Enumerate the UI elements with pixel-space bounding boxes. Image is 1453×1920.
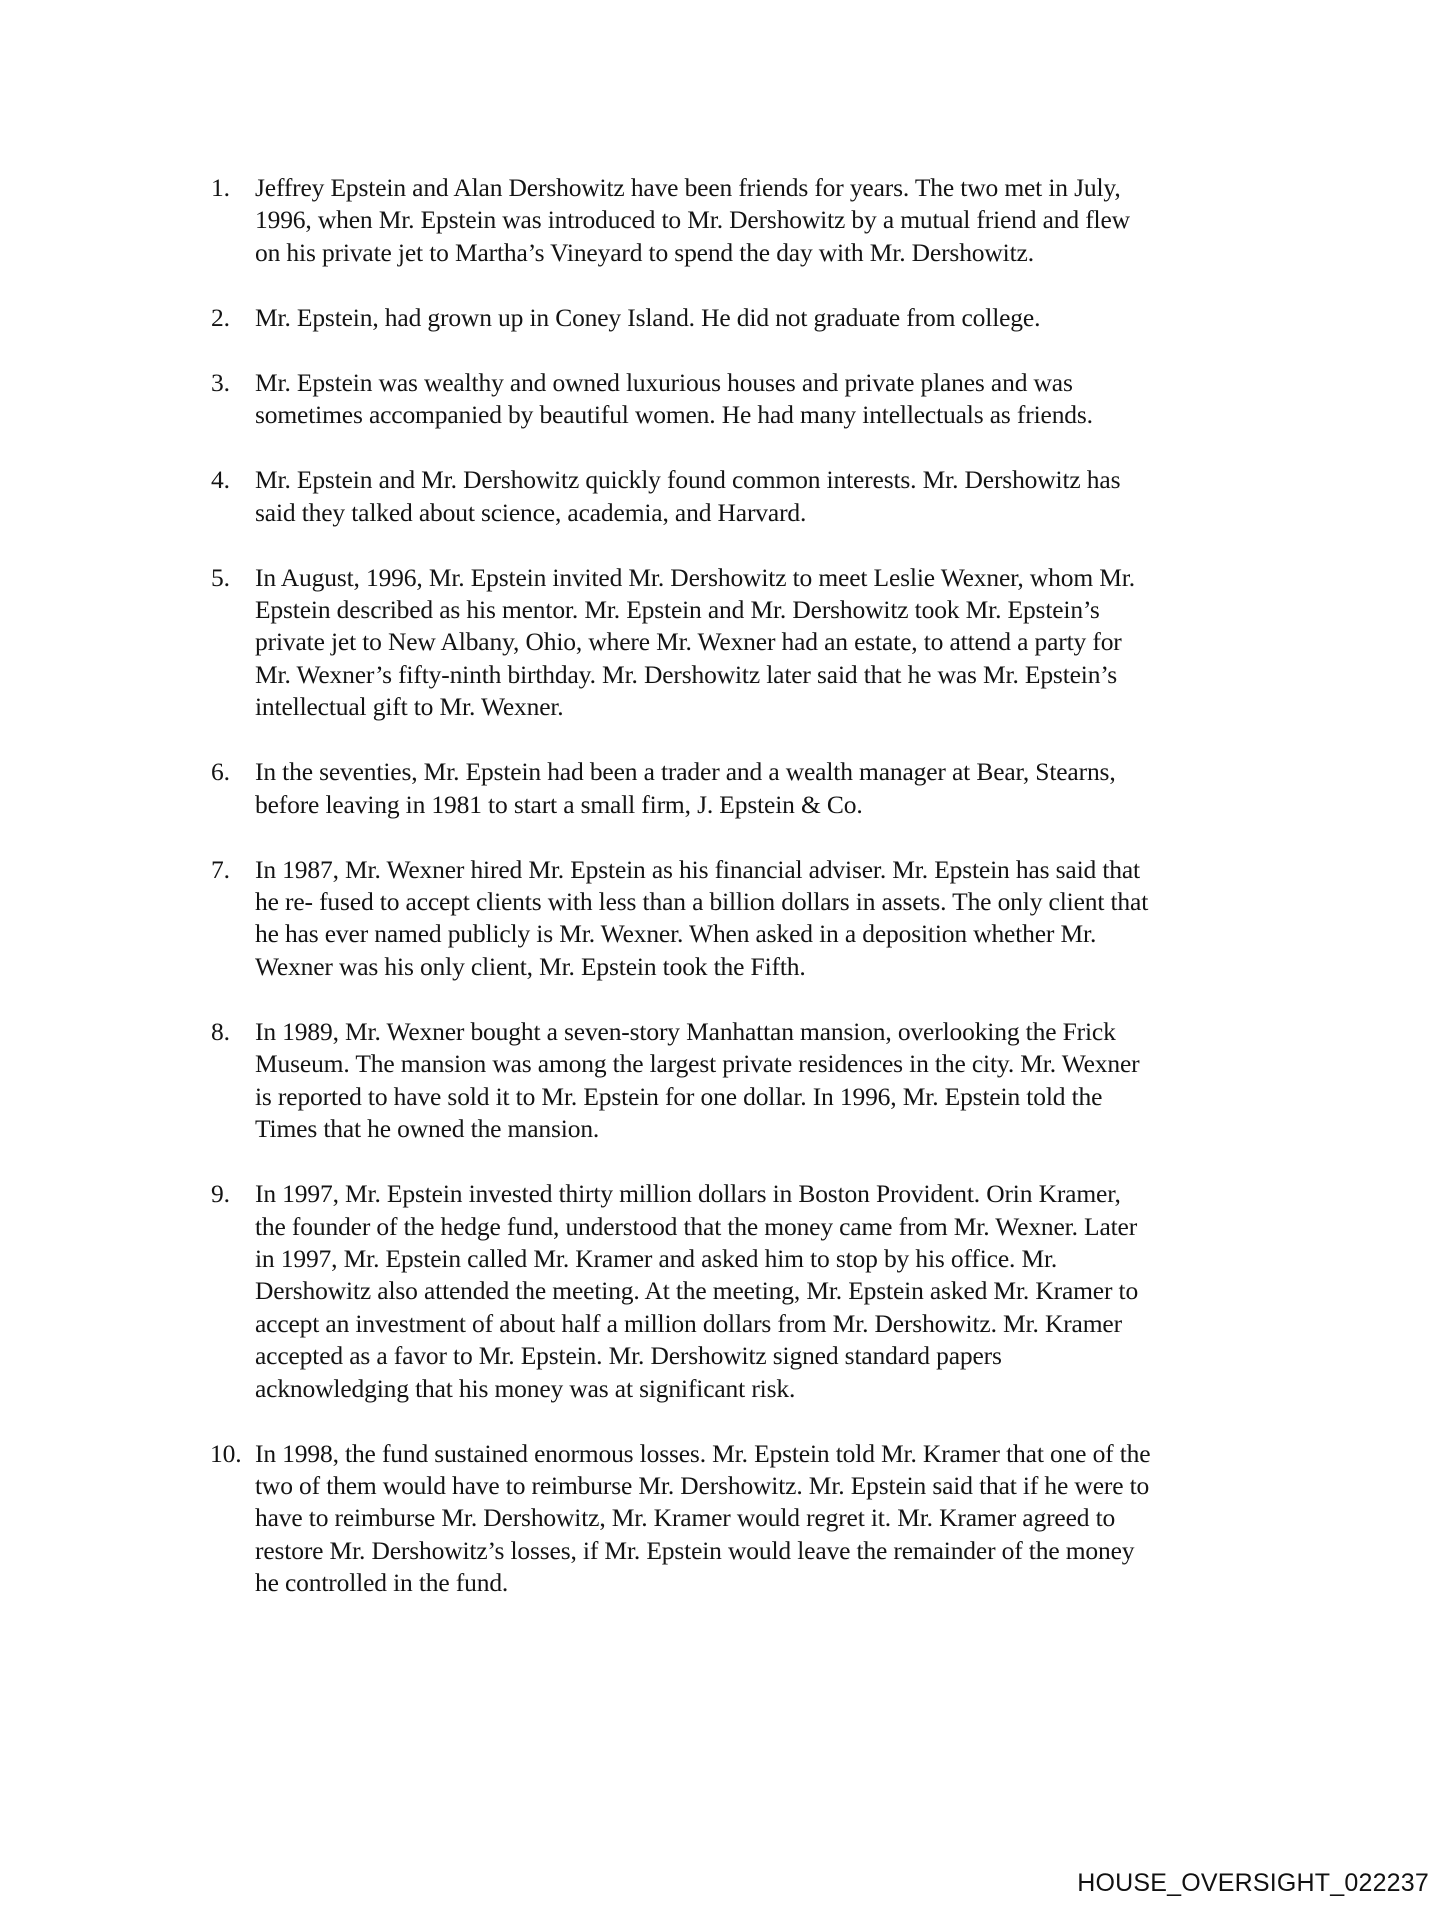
item-text-line: In 1997, Mr. Epstein invested thirty million dollars in Boston Provident. Orin Kramer, <box>255 1179 1121 1209</box>
list-item <box>211 1438 1291 1600</box>
list-item <box>211 854 1291 984</box>
item-text-line: In the seventies, Mr. Epstein had been a trader and a wealth manager at Bear, Stearns, <box>255 757 1116 787</box>
item-text-line: two of them would have to reimburse Mr. Dershowitz. Mr. Epstein said that if he were to <box>255 1470 1150 1500</box>
item-text-line: accept an investment of about half a million dollars from Mr. Dershowitz. Mr. Kramer <box>255 1308 1122 1338</box>
item-text-line: on his private jet to Martha’s Vineyard to spend the day with Mr. Dershowitz. <box>255 237 1034 267</box>
item-text-line: Jeffrey Epstein and Alan Dershowitz have been friends for years. The two met in July, <box>255 173 1121 202</box>
item-text-line: Dershowitz also attended the meeting. At the meeting, Mr. Epstein asked Mr. Kramer to <box>255 1276 1139 1306</box>
item-text-line: In 1989, Mr. Wexner bought a seven-story Manhattan mansion, overlooking the Frick <box>255 1016 1116 1046</box>
item-text-line: Museum. The mansion was among the largest private residences in the city. Mr. Wexner <box>255 1049 1140 1079</box>
item-text-line: Mr. Epstein was wealthy and owned luxurious houses and private planes and was <box>255 367 1073 397</box>
item-text-line: he has ever named publicly is Mr. Wexner. When asked in a deposition whether Mr. <box>255 919 1097 949</box>
item-number: 10. <box>210 1438 242 1468</box>
item-text-line: have to reimburse Mr. Dershowitz, Mr. Kramer would regret it. Mr. Kramer agreed to <box>255 1503 1116 1533</box>
item-text-line: Times that he owned the mansion. <box>255 1114 600 1144</box>
item-number: 3. <box>211 367 230 397</box>
item-text-line: Mr. Epstein and Mr. Dershowitz quickly found common interests. Mr. Dershowitz has <box>255 465 1121 495</box>
item-number: 1. <box>211 173 230 202</box>
item-text-line: he re- fused to accept clients with less than a billion dollars in assets. The only client that <box>255 887 1149 917</box>
item-text-line: said they talked about science, academia, and Harvard. <box>255 497 807 527</box>
list-item <box>211 756 1291 821</box>
item-text-line: 1996, when Mr. Epstein was introduced to Mr. Dershowitz by a mutual friend and flew <box>255 205 1130 235</box>
item-text-line: Mr. Wexner’s fifty-ninth birthday. Mr. Dershowitz later said that he was Mr. Epstein’s <box>255 659 1118 689</box>
item-text-line: In 1998, the fund sustained enormous losses. Mr. Epstein told Mr. Kramer that one of the <box>255 1438 1151 1468</box>
list-item <box>211 1016 1291 1146</box>
list-item <box>211 464 1291 529</box>
item-text-line: is reported to have sold it to Mr. Epstein for one dollar. In 1996, Mr. Epstein told the <box>255 1081 1103 1111</box>
item-text-line: Mr. Epstein, had grown up in Coney Island. He did not graduate from college. <box>255 302 1041 332</box>
item-number: 2. <box>211 302 230 332</box>
item-text-line: in 1997, Mr. Epstein called Mr. Kramer and asked him to stop by his office. Mr. <box>255 1243 1058 1273</box>
list-item <box>211 562 1291 724</box>
item-text-line: before leaving in 1981 to start a small firm, J. Epstein & Co. <box>255 789 863 819</box>
list-item <box>211 172 1291 269</box>
numbered-paragraph-list <box>211 172 1291 1632</box>
item-number: 6. <box>211 757 230 787</box>
item-number: 8. <box>211 1016 230 1046</box>
item-number: 4. <box>211 465 230 495</box>
item-text-line: Wexner was his only client, Mr. Epstein took the Fifth. <box>255 951 806 981</box>
item-text-line: sometimes accompanied by beautiful women. He had many intellectuals as friends. <box>255 400 1093 430</box>
item-text-line: acknowledging that his money was at significant risk. <box>255 1373 796 1403</box>
item-number: 9. <box>211 1179 230 1209</box>
item-text-line: he controlled in the fund. <box>255 1568 509 1598</box>
item-text-line: intellectual gift to Mr. Wexner. <box>255 692 564 722</box>
list-item <box>211 302 1291 334</box>
list-item <box>211 367 1291 432</box>
item-number: 5. <box>211 562 230 592</box>
item-text-line: In August, 1996, Mr. Epstein invited Mr. Dershowitz to meet Leslie Wexner, whom Mr. <box>255 562 1135 592</box>
list-item <box>211 1178 1291 1405</box>
item-text-line: private jet to New Albany, Ohio, where Mr. Wexner had an estate, to attend a party for <box>255 627 1122 657</box>
item-text-line: the founder of the hedge fund, understood that the money came from Mr. Wexner. Later <box>255 1211 1138 1241</box>
bates-stamp: HOUSE_OVERSIGHT_022237 <box>1077 1869 1429 1897</box>
item-text-line: In 1987, Mr. Wexner hired Mr. Epstein as his financial adviser. Mr. Epstein has said that <box>255 854 1140 884</box>
item-text-line: restore Mr. Dershowitz’s losses, if Mr. Epstein would leave the remainder of the money <box>255 1535 1135 1565</box>
item-number: 7. <box>211 854 230 884</box>
item-text-line: Epstein described as his mentor. Mr. Epstein and Mr. Dershowitz took Mr. Epstein’s <box>255 595 1100 625</box>
item-text-line: accepted as a favor to Mr. Epstein. Mr. Dershowitz signed standard papers <box>255 1341 1002 1371</box>
